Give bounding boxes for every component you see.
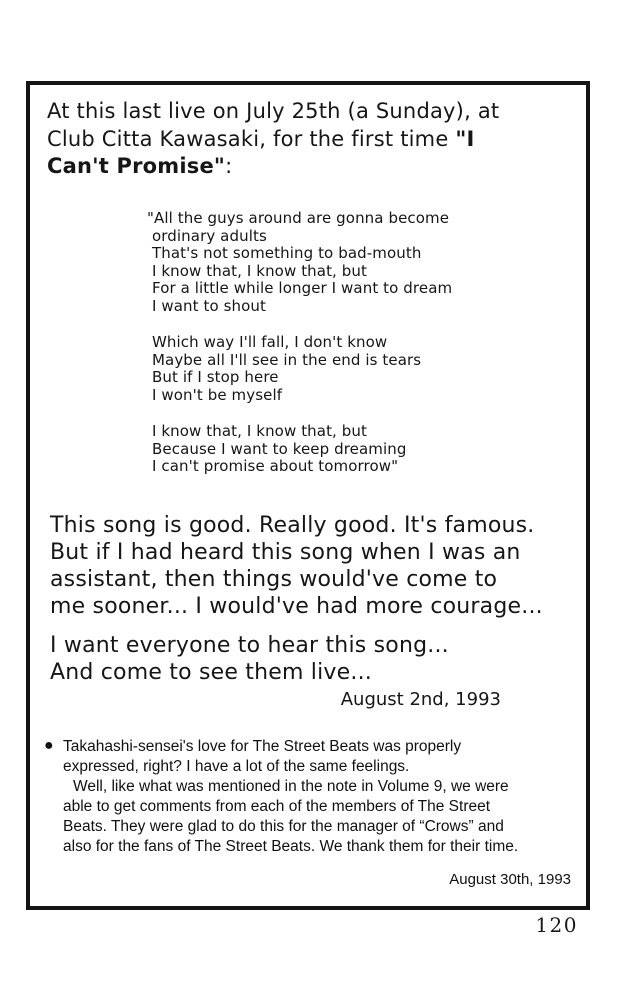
note-line: Well, like what was mentioned in the note in Volume 9, we were [73, 778, 509, 795]
commentary-paragraph-2 [50, 632, 449, 686]
intro-text: Club Citta Kawasaki, for the first time [47, 126, 456, 151]
page-number: 120 [535, 913, 578, 937]
note-line: also for the fans of The Street Beats. We thank them for their time. [63, 838, 519, 855]
lyric-line: ordinary adults [152, 226, 267, 245]
song-title-end: Can't Promise" [47, 154, 226, 178]
lyric-line: Maybe all I'll see in the end is tears [152, 350, 422, 369]
commentary-line: This song is good. Really good. It's famous. [50, 513, 535, 538]
lyric-line: "All the guys around are gonna become [147, 209, 450, 227]
lyric-line: Which way I'll fall, I don't know [152, 333, 388, 351]
editor-note [44, 737, 576, 857]
bullet-icon: ● [44, 737, 54, 754]
note-line: Beats. They were glad to do this for the manager of “Crows” and [63, 818, 504, 835]
commentary-line: I want everyone to hear this song... [50, 633, 449, 658]
lyric-line: Because I want to keep dreaming [152, 439, 407, 458]
lyric-line: I can't promise about tomorrow" [152, 457, 399, 475]
note-line: expressed, right? I have a lot of the same feelings. [63, 758, 410, 775]
lyrics-stanza-3 [152, 423, 452, 476]
lyrics-block [147, 209, 453, 495]
lyrics-stanza-1 [147, 209, 453, 315]
lyric-line: That's not something to bad-mouth [152, 244, 422, 262]
commentary-line: assistant, then things would've come to [50, 567, 498, 592]
intro-line [47, 98, 499, 126]
intro-line [47, 126, 499, 154]
lyric-line: I won't be myself [152, 385, 283, 404]
content-frame [26, 81, 590, 910]
intro-text: At this last live on July 25th (a Sunday), at [47, 99, 500, 123]
lyric-line: But if I stop here [152, 368, 279, 386]
commentary-paragraph-1 [50, 512, 543, 620]
song-title-start: "I [455, 126, 475, 151]
intro-paragraph [47, 98, 499, 181]
handwritten-date: August 2nd, 1993 [340, 689, 501, 710]
commentary-line: me sooner... I would've had more courage... [50, 594, 543, 619]
intro-line [47, 153, 499, 181]
commentary-line: But if I had heard this song when I was an [50, 540, 521, 565]
note-line: Takahashi-sensei's love for The Street Beats was properly [63, 738, 462, 755]
lyrics-stanza-2 [152, 334, 452, 404]
lyric-line: I know that, I know that, but [152, 422, 368, 440]
typed-date: August 30th, 1993 [449, 871, 571, 888]
note-line: able to get comments from each of the members of The Street [63, 798, 491, 815]
lyric-line: I know that, I know that, but [152, 261, 368, 280]
lyric-line: I want to shout [152, 296, 267, 315]
lyric-line: For a little while longer I want to dream [152, 279, 453, 297]
intro-colon: : [225, 154, 233, 178]
commentary-line: And come to see them live... [50, 660, 372, 685]
